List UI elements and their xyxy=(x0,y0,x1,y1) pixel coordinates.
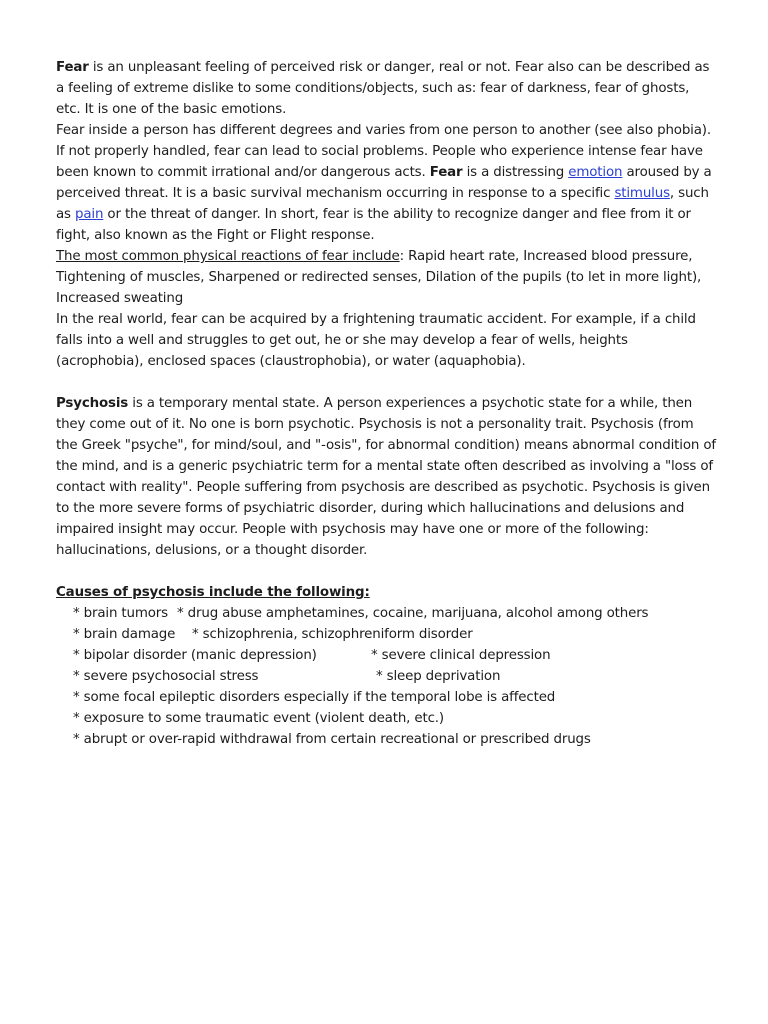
spacer xyxy=(56,372,716,393)
fear-term-2: Fear xyxy=(429,165,463,180)
document-page xyxy=(56,57,716,750)
list-item: * abrupt or over-rapid withdrawal from certain recreational or prescribed drugs xyxy=(73,732,591,747)
list-item xyxy=(73,624,716,645)
list-item xyxy=(73,666,716,687)
fear-def-text-3: , such as xyxy=(56,186,709,222)
psychosis-text: is a temporary mental state. A person experiences a psychotic state for a while, then they come out of it. No one is born psychotic. Psychosis is not a personality trait. Psychosis (from the Greek "psyche", for mind/soul, and "-osis", for abnormal condition) means abnormal condition of the mind, and is a generic psychiatric term for a mental state often described as involving a "loss of contact with reality". People suffering from psychosis are described as psychotic. Psychosis is given to the more severe forms of psychiatric disorder, during which hallucinations and delusions and impaired insight may occur. People with psychosis may have one or more of the following xyxy=(56,396,716,537)
fear-degrees-text: Fear inside a person has different degrees and varies from one person to another (see also phobia). If not properly handled, fear can lead to social problems. People who experience intense fear have been known to commit irrational and/or dangerous acts. xyxy=(56,123,711,180)
fear-term: Fear xyxy=(56,60,89,75)
pain-link[interactable]: pain xyxy=(75,207,104,222)
emotion-link[interactable]: emotion xyxy=(568,165,623,180)
fear-real-world-paragraph: In the real world, fear can be acquired by a frightening traumatic accident. For example, if a child falls into a well and struggles to get out, he or she may develop a fear of wells, heights (acrophobia), enclosed spaces (claustrophobia), or water (aquaphobia). xyxy=(56,312,696,369)
fear-reactions-paragraph xyxy=(56,246,716,309)
causes-heading xyxy=(56,582,716,603)
fear-definition-paragraph xyxy=(56,120,716,246)
fear-def-text-2: aroused by a perceived threat. It is a basic survival mechanism occurring in response to a specific xyxy=(56,165,712,201)
stimulus-link[interactable]: stimulus xyxy=(614,186,670,201)
causes-heading-text: Causes of psychosis include the following xyxy=(56,585,365,600)
psychosis-paragraph xyxy=(56,393,716,561)
list-item xyxy=(73,603,716,624)
cause-brain-damage: * brain damage xyxy=(73,627,176,642)
causes-heading-colon: : xyxy=(364,585,370,600)
list-item: * some focal epileptic disorders especially if the temporal lobe is affected xyxy=(73,690,556,705)
reactions-heading: The most common physical reactions of fear include xyxy=(56,249,400,264)
cause-clinical-depression: * severe clinical depression xyxy=(371,648,551,663)
psychosis-term: Psychosis xyxy=(56,396,129,411)
cause-schizophrenia: * schizophrenia, schizophreniform disorder xyxy=(192,627,473,642)
cause-bipolar: * bipolar disorder (manic depression) xyxy=(73,648,317,663)
cause-drug-abuse: * drug abuse amphetamines, cocaine, marijuana, alcohol among others xyxy=(177,606,649,621)
cause-psychosocial-stress: * severe psychosocial stress xyxy=(73,669,259,684)
fear-intro-text: is an unpleasant feeling of perceived risk or danger, real or not. Fear also can be described as a feeling of extreme dislike to some conditions/objects, such as: fear of darkness, fear of ghosts, etc. It is one of the basic emotions. xyxy=(56,60,710,117)
cause-brain-tumors: * brain tumors xyxy=(73,606,168,621)
list-item: * exposure to some traumatic event (violent death, etc.) xyxy=(73,711,444,726)
fear-def-text: is a distressing xyxy=(462,165,569,180)
causes-list xyxy=(56,603,716,750)
psychosis-text-2: : hallucinations, delusions, or a thought disorder. xyxy=(56,522,649,558)
spacer xyxy=(56,561,716,582)
fear-def-text-4: or the threat of danger. In short, fear is the ability to recognize danger and flee from it or fight, also known as the Fight or Flight response. xyxy=(56,207,691,243)
reactions-text: : Rapid heart rate, Increased blood pressure, Tightening of muscles, Sharpened or redirected senses, Dilation of the pupils (to let in more light), Increased sweating xyxy=(56,249,702,306)
fear-intro-paragraph xyxy=(56,57,716,120)
list-item xyxy=(73,645,716,666)
cause-sleep-deprivation: * sleep deprivation xyxy=(376,669,501,684)
